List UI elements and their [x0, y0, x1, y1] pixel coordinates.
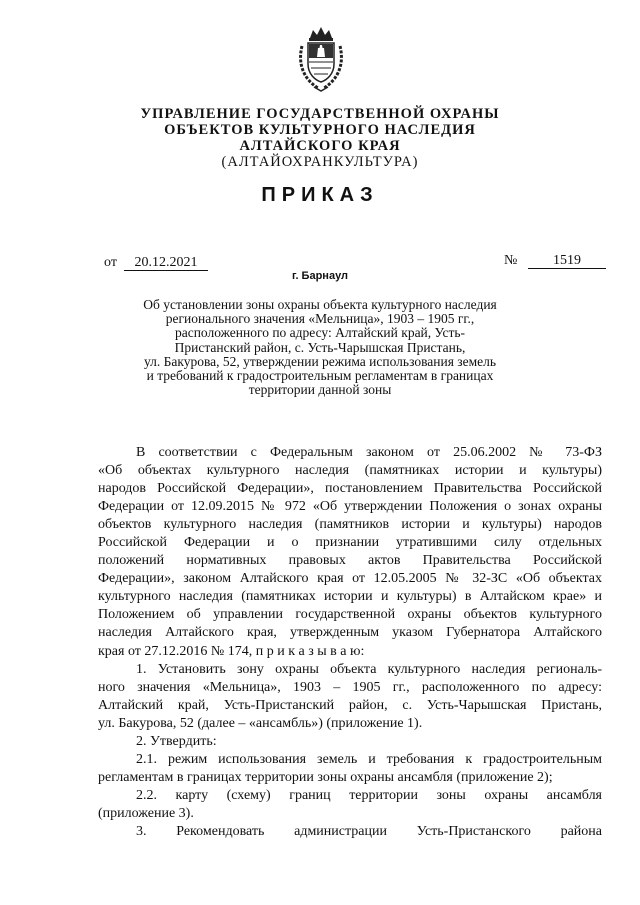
subject-line: расположенного по адресу: Алтайский край, Усть- — [174, 325, 466, 341]
body-line: Алтайский край, Усть-Пристанский район, с. Усть-Чарышская Пристань, — [98, 697, 602, 713]
body-line: Положением об управлении государственной охраны объектов культурного — [98, 607, 602, 623]
body-line: регламентам в границах территории зоны охраны ансамбля (приложение 2); — [98, 769, 553, 785]
body-line: наследия Алтайского края, утвержденным указом Губернатора Алтайского — [98, 625, 602, 641]
document-body — [98, 444, 602, 841]
org-name-line-2: ОБЪЕКТОВ КУЛЬТУРНОГО НАСЛЕДИЯ — [164, 122, 476, 138]
subject-line: Об установлении зоны охраны объекта культурного наследия — [143, 297, 497, 312]
body-line: края от 27.12.2016 № 174, п р и к а з ы в а ю: — [98, 643, 365, 659]
body-line: 1. Установить зону охраны объекта культурного наследия региональ- — [136, 661, 602, 677]
subject-line: ул. Бакурова, 52, утверждении режима использования земель — [143, 353, 497, 369]
body-line: «Об объектах культурного наследия (памятниках истории и культуры) — [98, 463, 602, 479]
date-prefix: от — [104, 255, 117, 270]
subject-line: и требований к градостроительным регламентам в границах — [146, 368, 494, 384]
subject-line: территории данной зоны — [248, 382, 392, 398]
body-line: объектов культурного наследия (памятников истории и культуры) народов — [98, 517, 602, 533]
body-line: 2.1. режим использования земель и требования к градостроительным — [136, 751, 602, 767]
number-prefix: № — [504, 253, 518, 268]
body-line: (приложение 3). — [98, 805, 194, 821]
body-line: 2.2. карту (схему) границ территории зоны охраны ансамбля — [136, 787, 602, 803]
body-line: положений нормативных правовых актов Правительства Российской — [98, 553, 602, 569]
body-line: ного значения «Мельница», 1903 – 1905 гг., расположенного по адресу: — [98, 679, 602, 695]
city-name: г. Барнаул — [291, 270, 349, 282]
subject-line: регионального значения «Мельница», 1903 – 1905 гг., — [165, 311, 475, 327]
document-subject — [0, 298, 640, 397]
body-line: культурного наследия (памятниках истории и культуры) в Алтайском крае» и — [98, 589, 602, 605]
document-number: 1519 — [528, 253, 606, 269]
body-line: Федерации», законом Алтайского края от 12.05.2005 № 32-ЗС «Об объектах — [98, 571, 602, 587]
document-type-title: ПРИКАЗ — [261, 184, 379, 206]
org-name-line-3: АЛТАЙСКОГО КРАЯ — [239, 138, 401, 154]
body-line: народов Российской Федерации», постановлением Правительства Российской — [98, 481, 602, 497]
subject-line: Пристанский район, с. Усть-Чарышская Пристань, — [174, 339, 466, 355]
document-date: 20.12.2021 — [124, 255, 208, 271]
body-line: ул. Бакурова, 52 (далее – «ансамбль») (приложение 1). — [98, 715, 423, 731]
altai-krai-coat-of-arms-icon — [296, 24, 346, 94]
org-name-line-1: УПРАВЛЕНИЕ ГОСУДАРСТВЕННОЙ ОХРАНЫ — [140, 106, 500, 122]
body-line: 3. Рекомендовать администрации Усть-Пристанского района — [136, 823, 602, 839]
body-line: Российской Федерации и о признании утратившими силу отдельных — [98, 535, 602, 551]
body-line: Федерации от 12.09.2015 № 972 «Об утверждении Положения о зонах охраны — [98, 499, 602, 515]
body-line: 2. Утвердить: — [136, 733, 217, 749]
body-line: В соответствии с Федеральным законом от 25.06.2002 № 73-ФЗ — [136, 445, 602, 460]
org-short-name: (АЛТАЙОХРАНКУЛЬТУРА) — [221, 154, 419, 170]
